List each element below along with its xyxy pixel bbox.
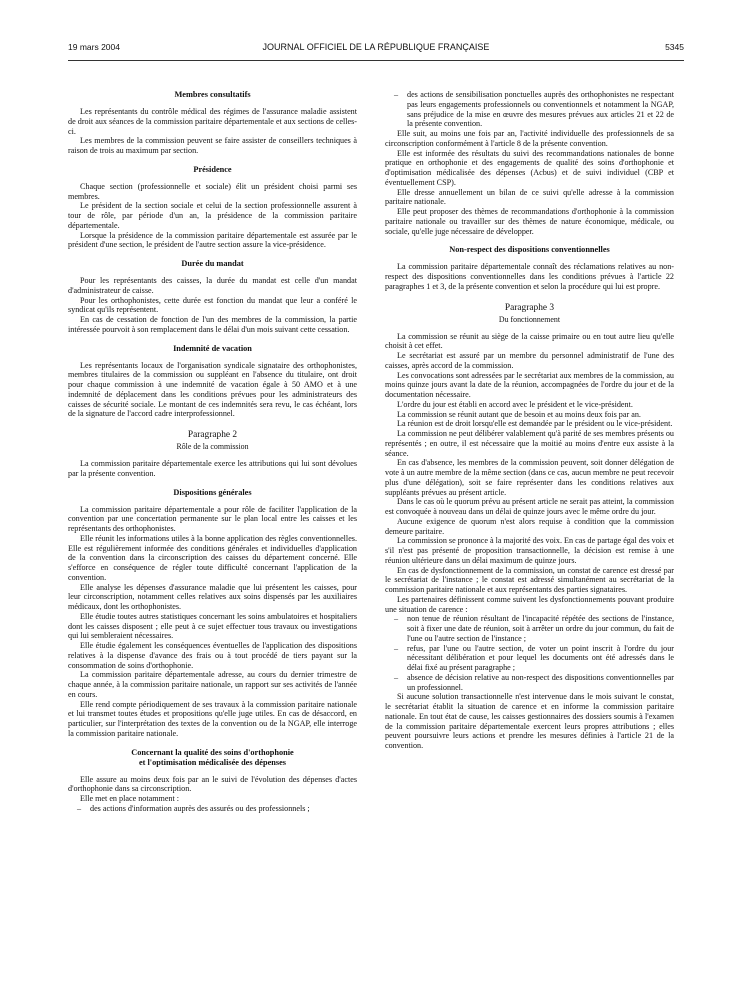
paragraph: Elle suit, au moins une fois par an, l'activité individuelle des professionnels de sa circonscription conformément à l'article 8 de la présente convention.	[385, 129, 674, 148]
heading-line: Concernant la qualité des soins d'orthophonie	[131, 747, 294, 757]
list-item-text: des actions de sensibilisation ponctuelles auprès des orthophonistes ne respectant pas leurs engagements professionnels ou conventionnels et notamment la NGAP, sans préjudice de la mise en œuvre des mesures prévues aux articles 21 et 22 de la présente convention.	[407, 90, 674, 129]
paragraph: En cas de cessation de fonction de l'un des membres de la commission, la partie intéressée pourvoit à son remplacement dans le délai d'un mois suivant cette cessation.	[68, 315, 357, 334]
paragraph: Pour les représentants des caisses, la durée du mandat est celle d'un mandat d'administrateur de caisse.	[68, 276, 357, 295]
paragraph: L'ordre du jour est établi en accord avec le président et le vice-président.	[397, 399, 633, 409]
paragraph: En cas de dysfonctionnement de la commission, un constat de carence est dressé par le secrétariat de l'instance ; le constat est adressé simultanément au secrétariat de la commission paritaire nationale et aux représentants des parties signataires.	[385, 565, 674, 594]
left-column	[68, 90, 357, 814]
paragraph-subtitle: Rôle de la commission	[176, 442, 249, 451]
section-heading: Membres consultatifs	[174, 90, 251, 99]
paragraph-title: Paragraphe 2	[187, 430, 238, 440]
bullet-list	[385, 614, 674, 692]
paragraph: Elle réunit les informations utiles à la bonne application des règles conventionnelles. Elle est régulièrement informée des conditions générales et individuelles d'application de la convention dans la circonscription des caisses du département concerné. Elle s'efforce en conséquence de régler toute difficulté concernant l'application de la convention.	[68, 533, 357, 582]
paragraph: Le président de la section sociale et celui de la section professionnelle assurent à tour de rôle, par période d'un an, la présidence de la commission paritaire départementale.	[68, 201, 357, 230]
list-item-text: non tenue de réunion résultant de l'incapacité répétée des sections de l'instance, soit à fixer une date de réunion, soit à arrêter un ordre du jour commun, du fait de l'une ou l'autre section de l'instance ;	[407, 614, 674, 643]
paragraph: Elle dresse annuellement un bilan de ce suivi qu'elle adresse à la commission paritaire nationale.	[385, 187, 674, 207]
paragraph: La réunion est de droit lorsqu'elle est demandée par le président ou le vice-président.	[397, 419, 673, 429]
paragraph: La commission se réunit au siège de la caisse primaire ou en tout autre lieu qu'elle choisit à cet effet.	[385, 331, 674, 351]
paragraph: Pour les orthophonistes, cette durée est fonction du mandat que leur a conféré le syndicat qu'ils représentent.	[68, 295, 357, 315]
paragraph: La commission se prononce à la majorité des voix. En cas de partage égal des voix et s'il n'est pas présenté de proposition transactionnelle, la décision est remise à une réunion ultérieure dans un délai maximum de quinze jours.	[385, 536, 674, 565]
paragraph: Elle est informée des résultats du suivi des recommandations nationales de bonne pratique en orthophonie et des engagements de qualité des soins d'orthophonie et d'optimisation médicalisée des dépenses (Acbus) et de suivi individuel (CBP et éventuellement CSP).	[385, 148, 674, 187]
bullet-list	[385, 90, 674, 129]
paragraph: Les convocations sont adressées par le secrétariat aux membres de la commission, au moins quinze jours avant la date de la réunion, accompagnées de l'ordre du jour et de la documentation nécessaire.	[385, 370, 674, 399]
paragraph: Les représentants du contrôle médical des régimes de l'assurance maladie assistent de droit aux séances de la commission paritaire départementale et aux sections de celles-ci.	[68, 107, 357, 136]
paragraph: Elle analyse les dépenses d'assurance maladie que lui présentent les caisses, pour leur circonscription, notamment celles relatives aux soins dispensés par les auxiliaires médicaux, dont les orthophonistes.	[68, 582, 357, 611]
paragraph: La commission paritaire départementale connaît des réclamations relatives au non-respect des dispositions conventionnelles dans les conditions prévues à l'article 22 paragraphes 1 et 3, de la présente convention et selon la procédure qui lui est propre.	[385, 262, 674, 291]
paragraph: Aucune exigence de quorum n'est alors requise à condition que la commission demeure paritaire.	[385, 516, 674, 536]
section-heading: Non-respect des dispositions conventionnelles	[449, 245, 610, 255]
list-item-text: des actions d'information auprès des assurés ou des professionnels ;	[90, 803, 310, 813]
paragraph: Les représentants locaux de l'organisation syndicale signataire des orthophonistes, membres titulaires de la commission ou suppléant en l'absence du titulaire, ont droit pour chaque commission à une indemnité de vacation égale à 50 AMO et à une indemnité de déplacement dans les conditions prévues pour les administrateurs des caisses de sécurité sociale. Le montant de ces indemnités sera revu, le cas échéant, lors de la signature de l'accord cadre interprofessionnel.	[68, 360, 357, 419]
right-column	[385, 90, 674, 751]
paragraph: Lorsque la présidence de la commission paritaire départementale est assurée par le président d'une section, le président de l'autre section assure la vice-présidence.	[68, 230, 357, 250]
journal-title: JOURNAL OFFICIEL DE LA RÉPUBLIQUE FRANÇAISE	[262, 42, 490, 52]
list-item: – des actions d'information auprès des assurés ou des professionnels ;	[77, 803, 310, 813]
list-item-text: absence de décision relative au non-respect des dispositions conventionnelles par un professionnel.	[407, 672, 674, 692]
paragraph-subtitle: Du fonctionnement	[498, 314, 561, 324]
list-item: – refus, par l'une ou l'autre section, de voter un point inscrit à l'ordre du jour nécessitant délibération et pour lequel les documents ont été adressés dans le délai fixé au présent paragraphe ;	[394, 643, 674, 672]
page-number: 5345	[665, 42, 684, 52]
paragraph: Elle met en place notamment :	[80, 794, 180, 803]
paragraph: Elle étudie également les conséquences éventuelles de l'application des dispositions relatives à la dispense d'avance des frais ou à tout procédé de tiers payant sur la consommation de soins d'orthophonie.	[68, 641, 357, 670]
paragraph: La commission paritaire départementale a pour rôle de faciliter l'application de la convention par une concertation permanente sur le plan local entre les caisses et les représentants des orthophonistes.	[68, 504, 357, 533]
paragraph: Elle étudie toutes autres statistiques concernant les soins ambulatoires et hospitaliers dont les caisses disposent ; elle peut à ce sujet effectuer tous travaux ou investigations qui lui sembleraient nécessaires.	[68, 611, 357, 641]
list-item: – absence de décision relative au non-respect des dispositions conventionnelles par un professionnel.	[394, 672, 674, 692]
page-header	[68, 42, 684, 56]
section-heading: Dispositions générales	[173, 487, 252, 497]
heading-line: et l'optimisation médicalisée des dépenses	[138, 757, 287, 767]
paragraph: La commission paritaire départementale adresse, au cours du dernier trimestre de chaque année, à la commission paritaire nationale, un rapport sur ses activités de l'année en cours.	[68, 670, 357, 699]
paragraph-title: Paragraphe 3	[504, 302, 555, 313]
section-heading	[68, 748, 357, 768]
paragraph: La commission paritaire départementale exerce les attributions qui lui sont dévolues par la présente convention.	[68, 459, 357, 478]
issue-date: 19 mars 2004	[68, 42, 120, 52]
paragraph: Le secrétariat est assuré par un membre du personnel administratif de l'une des caisses, après accord de la commission.	[385, 351, 674, 370]
section-heading: Indemnité de vacation	[173, 343, 252, 353]
paragraph: Elle rend compte périodiquement de ses travaux à la commission paritaire nationale et lui transmet toutes études et propositions qu'elle juge utiles. En cas de désaccord, en particulier, sur l'interprétation des textes de la convention ou de la NGAP, elle interroge la commission paritaire nationale.	[68, 699, 357, 738]
paragraph: En cas d'absence, les membres de la commission peuvent, soit donner délégation de vote à un autre membre de la même section (dans ce cas, aucun membre ne peut recevoir plus d'une délégation), soit se faire représenter dans les conditions relatives aux suppléants prévues au présent article.	[385, 458, 674, 497]
paragraph: La commission ne peut délibérer valablement qu'à parité de ses membres présents ou représentés ; en outre, il est nécessaire que la moitié au moins d'entre eux assiste à la séance.	[385, 429, 674, 458]
list-item: – des actions de sensibilisation ponctuelles auprès des orthophonistes ne respectant pas leurs engagements professionnels ou conventionnels et notamment la NGAP, sans préjudice de la mise en œuvre des mesures prévues aux articles 21 et 22 de la présente convention.	[394, 90, 674, 129]
paragraph: Dans le cas où le quorum prévu au présent article ne serait pas atteint, la commission est convoquée à nouveau dans un délai de quinze jours avec le même ordre du jour.	[385, 497, 674, 516]
list-item-text: refus, par l'une ou l'autre section, de voter un point inscrit à l'ordre du jour nécessitant délibération et pour lequel les documents ont été adressés dans le délai fixé au présent paragraphe ;	[407, 643, 674, 672]
section-heading: Présidence	[193, 164, 232, 174]
section-heading: Durée du mandat	[181, 259, 244, 268]
paragraph: Elle peut proposer des thèmes de recommandations d'orthophonie à la commission paritaire nationale ou travailler sur des thèmes de nature économique, médicale, ou sociale, qu'elle juge nécessaire de développer.	[385, 207, 674, 236]
paragraph: Elle assure au moins deux fois par an le suivi de l'évolution des dépenses d'actes d'orthophonie dans sa circonscription.	[68, 774, 357, 794]
paragraph: Les partenaires définissent comme suivent les dysfonctionnements pouvant produire une situation de carence :	[385, 594, 674, 614]
paragraph: Les membres de la commission peuvent se faire assister de conseillers techniques à raison de trois au maximum par section.	[68, 136, 357, 155]
paragraph: Si aucune solution transactionnelle n'est intervenue dans le mois suivant le constat, le secrétariat établit la situation de carence et en informe la commission paritaire nationale. En tout état de cause, les caisses gestionnaires des dossiers soumis à l'examen de la commission paritaire départementale exercent leurs propres attributions ; elles peuvent poursuivre leurs actions et prendre les mesures définies à l'article 21 de la convention.	[385, 692, 674, 750]
bullet-list	[68, 804, 357, 814]
paragraph: La commission se réunit autant que de besoin et au moins deux fois par an.	[397, 409, 641, 419]
header-rule	[68, 60, 684, 61]
paragraph: Chaque section (professionnelle et sociale) élit un président choisi parmi ses membres.	[68, 181, 357, 201]
list-item: – non tenue de réunion résultant de l'incapacité répétée des sections de l'instance, soit à fixer une date de réunion, soit à arrêter un ordre du jour commun, du fait de l'une ou l'autre section de l'instance ;	[394, 614, 674, 643]
